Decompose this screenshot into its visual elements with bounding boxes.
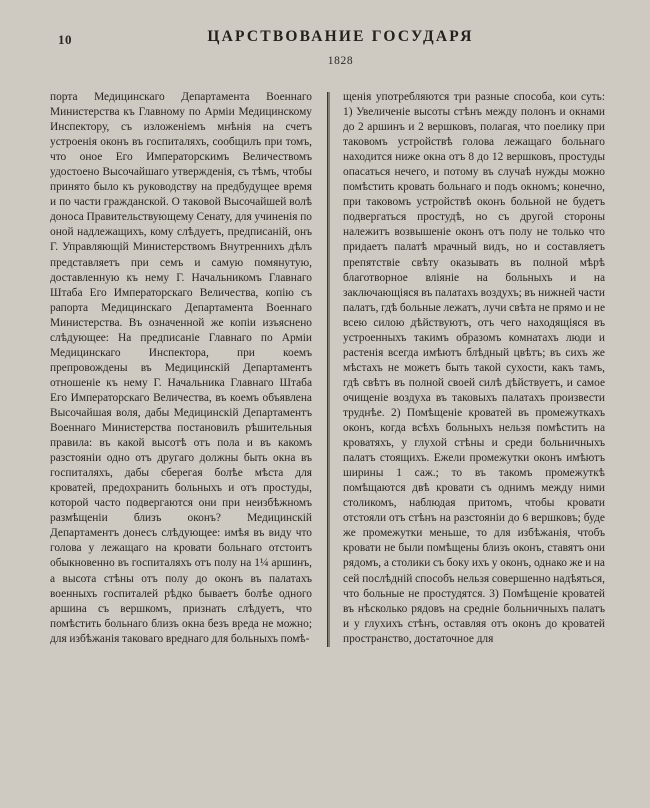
- page-number: 10: [58, 32, 72, 47]
- text-columns: [50, 90, 605, 647]
- running-title: ЦАРСТВОВАНИЕ ГОСУДАРЯ: [207, 28, 474, 45]
- column-right-text: щенiя употребляются три разные способа, кои суть: 1) Увеличенiе высоты стѣнъ между полонъ и окнами до 2 аршинъ и 2 вершковъ, полагая, что поелику при таковомъ устройствѣ голова лежащаго больнаго находится ниже окна отъ 8 до 12 вершковъ, простуды опасаться нечего, и потому въ случаѣ нужды можно помѣстить кровать больнаго и подъ окномъ; конечно, при таковомъ устройствѣ оконъ больной не будетъ подвергаться простудѣ, но съ другой стороны належитъ возвышенiе оконъ отъ полу не только что придаетъ палатѣ мрачный видъ, но и составляетъ препятствiе свѣту оказывать въ полной мѣрѣ благотворное влiянiе на больныхъ и на заключающiяся въ палатахъ воздухъ; въ нижней части палатъ, гдѣ больные лежатъ, лучи свѣта не прямо и не всею силою дѣйствуютъ, отъ чего находящiяся въ устроенныхъ такимъ образомъ комнатахъ люди и растенiя всегда имѣютъ блѣдный цвѣтъ; въ сихъ же мѣстахъ не можетъ быть такой сухости, какъ тамъ, гдѣ свѣтъ въ полной своей силѣ дѣйствуетъ, и самое очищенiе воздуха въ таковыхъ палатахъ произвести труднѣе. 2) Помѣщенiе кроватей въ промежуткахъ оконъ, когда всѣхъ больныхъ нельзя помѣстить на кроватяхъ, у глухой стѣны и среди больничныхъ палатъ стоящихъ. Ежели промежутки оконъ имѣютъ ширины 1 саж.; то въ такомъ промежуткѣ помѣщаются двѣ кровати съ однимъ между ними столикомъ, наблюдая притомъ, чтобы кровати отстояли отъ стѣнъ на разстоянiи до 6 вершковъ; буде же промежутки меньше, то для избѣжанiя, чтобъ кровати не были помѣщены близъ оконъ, ставятъ они рядомъ, а столики съ боку ихъ у оконъ, однако же и на сей послѣднiй способъ нельзя совершенно надѣяться, что больные не простудятся. 3) Помѣщенiе кроватей въ нѣсколько рядовъ на среднiе больничныхъ палатъ и у глухихъ стѣнъ, оставляя отъ оконъ до кроватей пространство, достаточное для: [343, 91, 605, 645]
- year-line: 1828: [327, 55, 354, 67]
- page-header: [50, 28, 605, 52]
- page-content: [50, 28, 605, 788]
- column-right: [343, 90, 605, 647]
- column-left-text: порта Медицинскаго Департамента Военнаго Министерства къ Главному по Армiи Медицинскому Инспектору, съ изложенiемъ мнѣнiя на счетъ устроенiя оконъ въ госпиталяхъ, сообщилъ при томъ, что оное Его Императорскимъ Величествомъ удостоено Высочайшаго утвержденiя, съ тѣмъ, чтобы принято было къ руководству на предбудущее время и по части гражданской. О таковой Высочайшей волѣ доноса Правительствующему Сенату, для учиненiя по оной надлежащихъ, кому слѣдуетъ, предписанiй, онъ Г. Управляющiй Министерствомъ Внутреннихъ дѣлъ представляетъ при семъ и самую помянутую, доставленную къ нему Г. Начальникомъ Главнаго Штаба Его Императорскаго Величества, копiю съ рапорта Медицинскаго Департамента Военнаго Министерства. Въ означенной же копiи изъяснено слѣдующее: На предписанiе Главнаго по Армiи Медицинскаго Инспектора, при коемъ препровождены въ Медицинскiй Департаментъ отношенiе къ нему Г. Начальника Главнаго Штаба Его Императорскаго Величества, въ коемъ объявлена Высочайшая воля, дабы Медицинскiй Департаментъ Военнаго Министерства постановилъ рѣшительныя правила: въ какой высотѣ отъ пола и въ какомъ разстоянiи одно отъ другаго должны быть окна въ госпиталяхъ, дабы сберегая болѣе мѣста для кроватей, предохранить больныхъ и отъ простуды, которой часто подвергаются они при неизбѣжномъ размѣщенiи близъ оконъ? Медицинскiй Департаментъ донесъ слѣдующее: имѣя въ виду что голова у лежащаго на кровати больнаго отстоитъ обыкновенно въ госпиталяхъ отъ полу на 1¼ аршинъ, а высота стѣны отъ полу до оконъ въ палатахъ военныхъ госпиталей рѣдко бываетъ болѣе одного аршина съ вершкомъ, признать слѣдуетъ, что помѣстить больнаго близъ окна безъ вреда не можно; для избѣжанiя таковаго вреднаго для больныхъ помѣ-: [50, 91, 312, 645]
- column-left: [50, 90, 312, 647]
- column-divider-rule: [327, 92, 328, 647]
